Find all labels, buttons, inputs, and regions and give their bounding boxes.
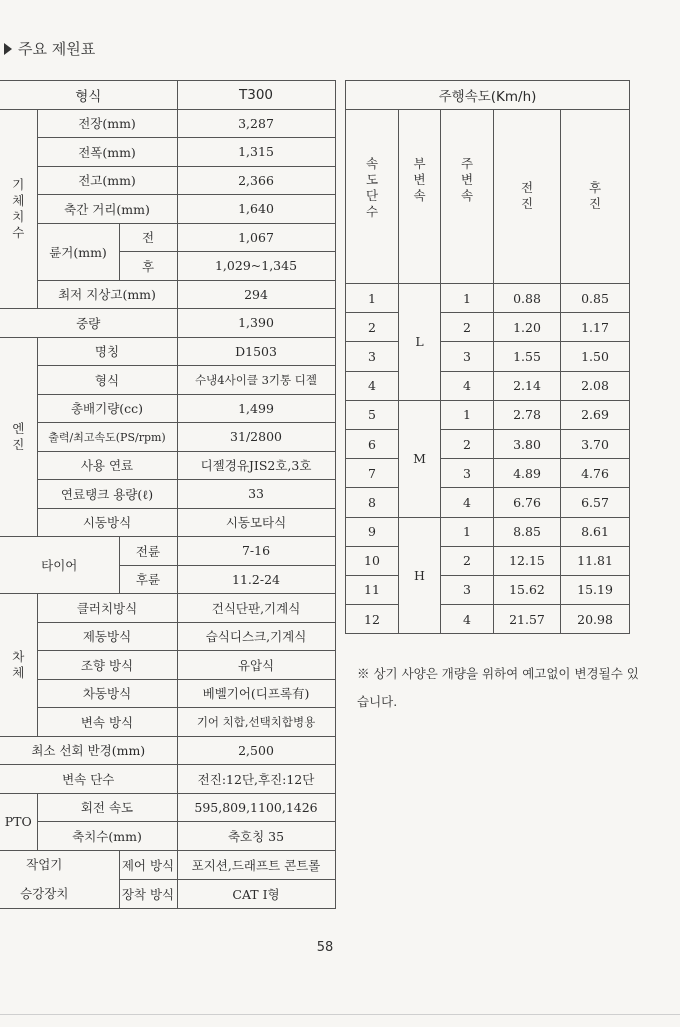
speed-row	[346, 517, 630, 546]
spec-value: 1,315	[177, 138, 335, 167]
speed-fwd: 1.55	[494, 342, 561, 371]
spec-label: 축치수(mm)	[37, 822, 177, 851]
bottom-rule	[0, 1014, 680, 1015]
speed-stage: 2	[346, 313, 399, 342]
speed-stage: 3	[346, 342, 399, 371]
spec-label: 총배기량(cc)	[37, 394, 177, 423]
spec-header-label: 형식	[0, 81, 177, 110]
speed-main: 1	[441, 400, 494, 429]
speed-fwd: 15.62	[494, 575, 561, 604]
spec-value: D1503	[177, 337, 335, 366]
spec-label: 회전 속도	[37, 793, 177, 822]
spec-value: 294	[177, 280, 335, 309]
spec-label: 중량	[0, 309, 177, 338]
speed-rev: 2.08	[561, 371, 630, 400]
speed-stage: 11	[346, 575, 399, 604]
speed-main: 4	[441, 488, 494, 517]
body-group-label	[0, 594, 37, 737]
col-sub	[399, 110, 441, 284]
speed-rev: 11.81	[561, 546, 630, 575]
section-heading-text: 주요 제원표	[18, 40, 96, 58]
spec-value: 유압식	[177, 651, 335, 680]
spec-value: 시동모타식	[177, 508, 335, 537]
speed-rev: 3.70	[561, 429, 630, 458]
speed-row	[346, 488, 630, 517]
hitch-group-line2: 승강장치	[20, 885, 69, 901]
speed-row	[346, 575, 630, 604]
speed-table-title: 주행속도(Km/h)	[346, 81, 630, 110]
spec-value: CAT Ⅰ형	[177, 879, 335, 908]
speed-stage: 12	[346, 605, 399, 634]
speed-stage: 1	[346, 284, 399, 313]
speed-rev: 1.17	[561, 313, 630, 342]
spec-header-model: T300	[177, 81, 335, 110]
spec-label: 시동방식	[37, 508, 177, 537]
speed-main: 2	[441, 429, 494, 458]
col-fwd-text: 전진	[520, 180, 534, 211]
speed-main: 2	[441, 313, 494, 342]
speed-main: 1	[441, 284, 494, 313]
speed-row	[346, 313, 630, 342]
pto-group-label: PTO	[0, 793, 37, 850]
col-sub-text: 부변속	[413, 156, 426, 203]
speed-stage: 9	[346, 517, 399, 546]
spec-value: 습식디스크,기계식	[177, 622, 335, 651]
spec-value: 7-16	[177, 537, 335, 566]
spec-label: 최소 선회 반경(mm)	[0, 736, 177, 765]
speed-fwd: 12.15	[494, 546, 561, 575]
spec-value: 33	[177, 480, 335, 509]
speed-stage: 4	[346, 371, 399, 400]
spec-sublabel: 전륜	[119, 537, 177, 566]
spec-value: 1,029~1,345	[177, 252, 335, 281]
spec-value: 1,640	[177, 195, 335, 224]
spec-sublabel: 장착 방식	[119, 879, 177, 908]
speed-main: 4	[441, 371, 494, 400]
page-number: 58	[316, 940, 334, 955]
spec-note: ※ 상기 사양은 개량을 위하여 예고없이 변경될수 있습니다.	[357, 666, 639, 709]
speed-range: M	[399, 400, 441, 517]
hitch-group-line1: 작업기	[26, 856, 63, 872]
spec-value: 디젤경유JIS2호,3호	[177, 451, 335, 480]
col-stage	[346, 110, 399, 284]
spec-label: 클러치방식	[37, 594, 177, 623]
spec-label: 변속 방식	[37, 708, 177, 737]
spec-value: 전진:12단,후진:12단	[177, 765, 335, 794]
body-group-text: 차체	[12, 648, 25, 680]
col-stage-text: 속도단수	[365, 156, 379, 219]
speed-rev: 20.98	[561, 605, 630, 634]
spec-label: 차동방식	[37, 679, 177, 708]
speed-main: 3	[441, 575, 494, 604]
spec-label: 최저 지상고(mm)	[37, 280, 177, 309]
speed-rev: 4.76	[561, 459, 630, 488]
speed-fwd: 6.76	[494, 488, 561, 517]
speed-row	[346, 429, 630, 458]
speed-fwd: 8.85	[494, 517, 561, 546]
speed-fwd: 0.88	[494, 284, 561, 313]
speed-stage: 7	[346, 459, 399, 488]
spec-value: 2,500	[177, 736, 335, 765]
section-heading	[4, 38, 95, 59]
col-rev-text: 후진	[588, 180, 602, 211]
speed-fwd: 3.80	[494, 429, 561, 458]
spec-label: 출력/최고속도(PS/rpm)	[37, 423, 177, 452]
spec-value: 건식단판,기계식	[177, 594, 335, 623]
spec-label: 연료탱크 용량(ℓ)	[37, 480, 177, 509]
spec-label: 변속 단수	[0, 765, 177, 794]
speed-row	[346, 342, 630, 371]
speed-rev: 2.69	[561, 400, 630, 429]
speed-range: L	[399, 284, 441, 401]
spec-sublabel: 제어 방식	[119, 850, 177, 879]
spec-value: 1,067	[177, 223, 335, 252]
speed-main: 4	[441, 605, 494, 634]
speed-main: 3	[441, 459, 494, 488]
speed-table	[345, 80, 630, 634]
speed-body	[346, 284, 630, 634]
speed-rev: 1.50	[561, 342, 630, 371]
spec-value: 2,366	[177, 166, 335, 195]
spec-label: 전폭(mm)	[37, 138, 177, 167]
spec-value: 595,809,1100,1426	[177, 793, 335, 822]
col-rev	[561, 110, 630, 284]
spec-sublabel: 후	[119, 252, 177, 281]
spec-label: 전고(mm)	[37, 166, 177, 195]
dims-group-label	[0, 109, 37, 309]
speed-row	[346, 400, 630, 429]
speed-main: 1	[441, 517, 494, 546]
col-main	[441, 110, 494, 284]
spec-label: 륜거(mm)	[37, 223, 119, 280]
spec-label: 형식	[37, 366, 177, 395]
spec-label: 전장(mm)	[37, 109, 177, 138]
speed-rev: 15.19	[561, 575, 630, 604]
spec-value: 기어 치합,선택치합병용	[177, 708, 335, 737]
spec-table	[0, 80, 336, 909]
spec-value: 1,499	[177, 394, 335, 423]
spec-value: 31/2800	[177, 423, 335, 452]
triangle-bullet-icon	[4, 43, 12, 55]
speed-row	[346, 284, 630, 313]
col-fwd	[494, 110, 561, 284]
speed-stage: 8	[346, 488, 399, 517]
speed-rev: 6.57	[561, 488, 630, 517]
speed-fwd: 1.20	[494, 313, 561, 342]
spec-value: 포지션,드래프트 콘트롤	[177, 850, 335, 879]
col-main-text: 주변속	[460, 156, 474, 203]
speed-fwd: 2.78	[494, 400, 561, 429]
speed-main: 3	[441, 342, 494, 371]
speed-row	[346, 605, 630, 634]
speed-rev: 0.85	[561, 284, 630, 313]
spec-sublabel: 후륜	[119, 565, 177, 594]
speed-stage: 5	[346, 400, 399, 429]
spec-value: 수냉4사이클 3기통 디젤	[177, 366, 335, 395]
spec-value: 축호칭 35	[177, 822, 335, 851]
speed-row	[346, 459, 630, 488]
speed-fwd: 4.89	[494, 459, 561, 488]
engine-group-text: 엔진	[12, 420, 25, 452]
hitch-group-label	[0, 850, 119, 908]
speed-fwd: 21.57	[494, 605, 561, 634]
spec-label: 축간 거리(mm)	[37, 195, 177, 224]
spec-value: 11.2-24	[177, 565, 335, 594]
speed-row	[346, 546, 630, 575]
speed-stage: 6	[346, 429, 399, 458]
spec-label: 조향 방식	[37, 651, 177, 680]
spec-sublabel: 전	[119, 223, 177, 252]
spec-value: 3,287	[177, 109, 335, 138]
spec-label: 사용 연료	[37, 451, 177, 480]
speed-main: 2	[441, 546, 494, 575]
speed-range: H	[399, 517, 441, 634]
speed-rev: 8.61	[561, 517, 630, 546]
spec-label: 제동방식	[37, 622, 177, 651]
speed-stage: 10	[346, 546, 399, 575]
dims-group-text: 기체치수	[12, 176, 25, 240]
spec-value: 1,390	[177, 309, 335, 338]
speed-fwd: 2.14	[494, 371, 561, 400]
tire-group-label: 타이어	[0, 537, 119, 594]
spec-label: 명칭	[37, 337, 177, 366]
spec-value: 베벨기어(디프록有)	[177, 679, 335, 708]
speed-row	[346, 371, 630, 400]
engine-group-label	[0, 337, 37, 537]
